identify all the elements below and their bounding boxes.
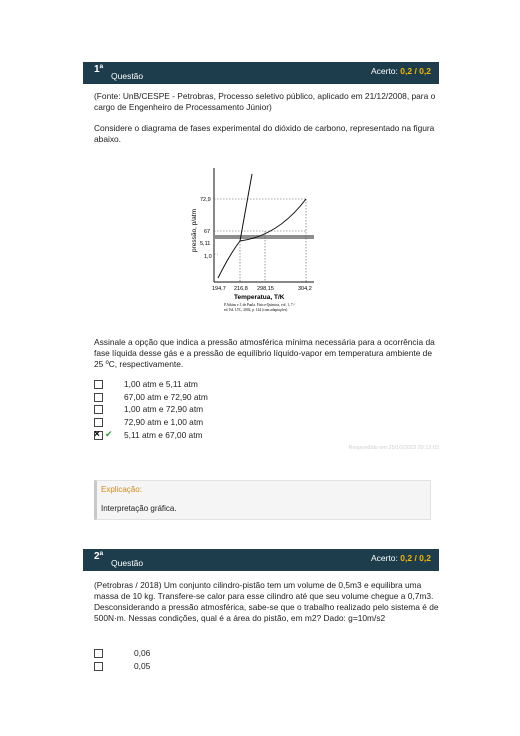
question-intro: Considere o diagrama de fases experimental do dióxido de carbono, representado na figura abaixo. [94, 123, 435, 144]
checkbox[interactable] [94, 393, 103, 402]
question-number: 2ª [94, 551, 104, 562]
score [371, 66, 431, 76]
question-text: (Petrobras / 2018) Um conjunto cilindro-pistão tem um volume de 0,5m3 e equilibra uma massa de 10 kg. Transfere-se calor para esse cilindro até que seu volume chegue a 0,7m3. Desconsiderando a pressão atmosférica, sabe-se que o trabalho realizado pelo sistema é de 500N·m. Nessas condições, qual é a área do pistão, em m2? Dado: g=10m/s2 [94, 580, 439, 623]
checkbox[interactable] [94, 649, 103, 658]
option-label: 72,90 atm e 1,00 atm [124, 417, 204, 427]
option-label: 1,00 atm e 72,90 atm [124, 404, 204, 414]
figure-caption-line2: ed. Ed. LTC, 2002, p. 144 (com adaptações) [224, 308, 288, 312]
checkbox-checked[interactable] [94, 431, 103, 440]
explanation-box [94, 480, 431, 520]
xtick-label: 298,15 [257, 286, 274, 292]
vaporization-curve [240, 199, 306, 241]
ytick-label: 67 [204, 229, 211, 235]
ytick-label: 72,9 [200, 197, 211, 203]
x-axis-label: Temperatua, T/K [234, 294, 285, 301]
explanation-text: Interpretação gráfica. [101, 504, 177, 513]
checkbox[interactable] [94, 662, 103, 671]
question-2-header [83, 549, 439, 571]
question-label: Questão [111, 71, 144, 81]
option-label: 1,00 atm e 5,11 atm [124, 379, 198, 389]
score-label: Acerto: [370, 66, 398, 76]
xtick-label: 304,2 [298, 286, 312, 292]
pressure-band [214, 235, 314, 239]
xtick-label: 216,8 [234, 286, 248, 292]
question-number: 1ª [94, 64, 104, 75]
figure-caption-line1: P.Atkins e J. de Paula. Físico-Química, vol. 1, 7.ª [224, 303, 295, 307]
option-label: 0,06 [134, 648, 151, 658]
answered-timestamp: Respondido em 25/10/2023 20:12:03 [348, 445, 439, 451]
xtick-label: 194,7 [212, 286, 226, 292]
score-label: Acerto: [370, 553, 398, 563]
phase-diagram [188, 160, 328, 320]
option-label: 5,11 atm e 67,00 atm [124, 430, 203, 440]
score [371, 553, 431, 563]
ytick-label: 1,0 [204, 254, 212, 260]
checkbox[interactable] [94, 380, 103, 389]
checkbox[interactable] [94, 418, 103, 427]
sublimation-curve [218, 241, 240, 278]
question-label: Questão [111, 558, 144, 568]
ytick-label: 5,11 [200, 241, 211, 247]
question-1-header [83, 62, 439, 84]
explanation-title: Explicação: [101, 485, 142, 494]
score-value: 0,2 / 0,2 [400, 553, 431, 563]
checkbox[interactable] [94, 405, 103, 414]
option-label: 0,05 [134, 661, 151, 671]
check-icon: ✔ [105, 429, 113, 439]
y-axis-label: pressão, p/atm [191, 209, 198, 252]
option-label: 67,00 atm e 72,90 atm [124, 392, 208, 402]
question-source: (Fonte: UnB/CESPE - Petrobras, Processo seletivo público, aplicado em 21/12/2008, para o cargo de Engenheiro de Processamento Júnior) [94, 91, 436, 112]
score-value: 0,2 / 0,2 [400, 66, 431, 76]
question-prompt: Assinale a opção que indica a pressão atmosférica mínima necessária para a ocorrência da fase líquida desse gás e a pressão de equilíbrio líquido-vapor em temperatura ambiente de 25 ºC, respectivamente. [94, 337, 435, 369]
